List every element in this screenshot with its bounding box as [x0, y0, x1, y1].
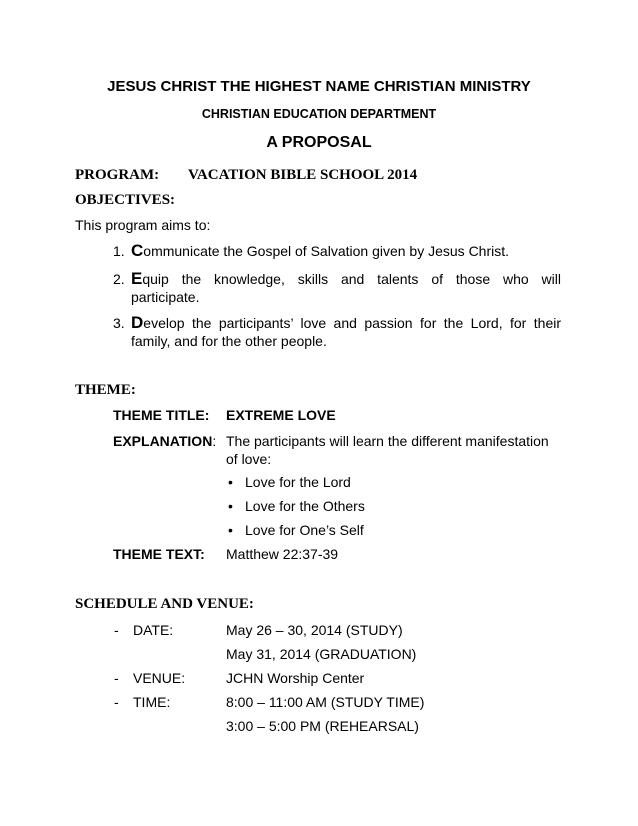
list-item [131, 241, 509, 261]
department-title: CHRISTIAN EDUCATION DEPARTMENT [201, 107, 437, 121]
theme-text-value: Matthew 22:37-39 [226, 546, 339, 562]
explanation-label: EXPLANATION [113, 433, 213, 449]
dash-bullet: - [114, 670, 119, 686]
list-item-number: 2. [113, 271, 125, 287]
drop-initial: D [131, 313, 144, 332]
theme-text-label: THEME TEXT: [113, 546, 205, 562]
theme-label: THEME: [75, 382, 136, 398]
list-item-text: quip the knowledge, skills and talents of those who will [142, 271, 561, 287]
list-item-continuation: participate. [131, 289, 200, 305]
list-item-text: ommunicate the Gospel of Salvation given by Jesus Christ. [143, 243, 510, 259]
list-item-continuation: family, and for the other people. [131, 333, 327, 349]
explanation-label-row [113, 431, 216, 451]
list-item-text: evelop the participants’ love and passion for the Lord, for their [143, 315, 561, 331]
list-item [131, 313, 561, 333]
schedule-label: SCHEDULE AND VENUE: [75, 596, 254, 612]
drop-initial: C [131, 241, 144, 260]
objectives-intro: This program aims to: [75, 217, 211, 233]
time-value: 8:00 – 11:00 AM (STUDY TIME) [226, 694, 425, 710]
list-item [131, 269, 561, 289]
venue-label: VENUE: [133, 670, 186, 686]
time-value: 3:00 – 5:00 PM (REHEARSAL) [226, 718, 419, 734]
drop-initial: E [131, 269, 143, 288]
program-value: VACATION BIBLE SCHOOL 2014 [188, 167, 418, 183]
list-item: Love for the Others [245, 498, 365, 514]
list-item-number: 1. [113, 243, 125, 259]
list-item: Love for the Lord [245, 474, 351, 490]
explanation-colon: : [212, 433, 217, 449]
dash-bullet: - [114, 622, 119, 638]
theme-title-value: EXTREME LOVE [226, 407, 336, 423]
explanation-text-continuation: of love: [226, 451, 272, 467]
theme-title-label: THEME TITLE: [113, 407, 210, 423]
time-label: TIME: [133, 694, 171, 710]
bullet-icon: • [228, 498, 233, 514]
objectives-label: OBJECTIVES: [75, 192, 176, 208]
bullet-icon: • [228, 522, 233, 538]
date-value: May 31, 2014 (GRADUATION) [226, 646, 417, 662]
document-title: A PROPOSAL [266, 134, 372, 151]
ministry-title: JESUS CHRIST THE HIGHEST NAME CHRISTIAN MINISTRY [107, 78, 531, 95]
list-item-number: 3. [113, 315, 125, 331]
date-label: DATE: [133, 622, 174, 638]
program-label: PROGRAM: [75, 167, 160, 183]
list-item: Love for One’s Self [245, 522, 364, 538]
dash-bullet: - [114, 694, 119, 710]
bullet-icon: • [228, 474, 233, 490]
explanation-text: The participants will learn the different manifestation [226, 433, 549, 449]
venue-value: JCHN Worship Center [226, 670, 365, 686]
date-value: May 26 – 30, 2014 (STUDY) [226, 622, 403, 638]
